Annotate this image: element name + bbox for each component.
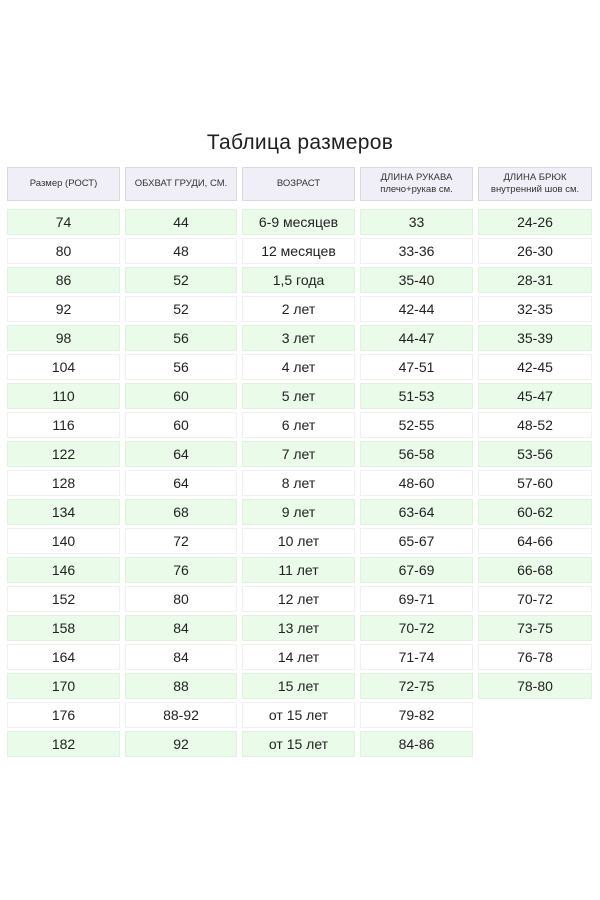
page-title: Таблица размеров: [206, 131, 394, 154]
cell-sleeve: 69-71: [360, 586, 473, 612]
cell-chest: 52: [125, 296, 237, 322]
cell-age: 7 лет: [242, 441, 355, 467]
header-sleeve-label: ДЛИНА РУКАВА: [380, 172, 453, 183]
cell-chest: 52: [125, 267, 237, 293]
cell-chest: 92: [125, 731, 237, 757]
cell-sleeve: 65-67: [360, 528, 473, 554]
cell-sleeve: 33-36: [360, 238, 473, 264]
cell-age: 3 лет: [242, 325, 355, 351]
cell-sleeve: 51-53: [360, 383, 473, 409]
cell-size: 80: [7, 238, 120, 264]
cell-trousers: 24-26: [478, 209, 592, 235]
cell-chest: 60: [125, 412, 237, 438]
header-age: [242, 167, 355, 201]
cell-size: 140: [7, 528, 120, 554]
cell-trousers: 64-66: [478, 528, 592, 554]
cell-size: 98: [7, 325, 120, 351]
cell-trousers: 66-68: [478, 557, 592, 583]
cell-trousers: 57-60: [478, 470, 592, 496]
cell-sleeve: 79-82: [360, 702, 473, 728]
header-trousers-label: ДЛИНА БРЮК: [503, 172, 567, 183]
cell-sleeve: 56-58: [360, 441, 473, 467]
cell-size: 92: [7, 296, 120, 322]
cell-trousers: 45-47: [478, 383, 592, 409]
cell-age: 11 лет: [242, 557, 355, 583]
cell-size: 158: [7, 615, 120, 641]
cell-sleeve: 52-55: [360, 412, 473, 438]
header-chest: [125, 167, 237, 201]
cell-chest: 56: [125, 325, 237, 351]
cell-age: 4 лет: [242, 354, 355, 380]
cell-size: 182: [7, 731, 120, 757]
cell-sleeve: 44-47: [360, 325, 473, 351]
cell-sleeve: 72-75: [360, 673, 473, 699]
cell-age: 15 лет: [242, 673, 355, 699]
cell-size: 146: [7, 557, 120, 583]
cell-chest: 80: [125, 586, 237, 612]
cell-size: 164: [7, 644, 120, 670]
cell-trousers: 76-78: [478, 644, 592, 670]
cell-chest: 88: [125, 673, 237, 699]
cell-age: 12 месяцев: [242, 238, 355, 264]
cell-sleeve: 35-40: [360, 267, 473, 293]
header-size-label: Размер (РОСТ): [29, 178, 98, 189]
cell-trousers: 60-62: [478, 499, 592, 525]
cell-sleeve: 33: [360, 209, 473, 235]
cell-chest: 88-92: [125, 702, 237, 728]
cell-age: 6 лет: [242, 412, 355, 438]
header-trousers: [478, 167, 592, 201]
cell-age: 2 лет: [242, 296, 355, 322]
cell-size: 104: [7, 354, 120, 380]
cell-age: 10 лет: [242, 528, 355, 554]
cell-chest: 48: [125, 238, 237, 264]
cell-trousers: 53-56: [478, 441, 592, 467]
cell-chest: 44: [125, 209, 237, 235]
cell-age: 8 лет: [242, 470, 355, 496]
cell-trousers: 26-30: [478, 238, 592, 264]
cell-size: 134: [7, 499, 120, 525]
cell-trousers: 32-35: [478, 296, 592, 322]
cell-chest: 76: [125, 557, 237, 583]
cell-size: 152: [7, 586, 120, 612]
cell-sleeve: 67-69: [360, 557, 473, 583]
cell-sleeve: 47-51: [360, 354, 473, 380]
cell-trousers: 78-80: [478, 673, 592, 699]
cell-age: 5 лет: [242, 383, 355, 409]
cell-age: 14 лет: [242, 644, 355, 670]
cell-age: 12 лет: [242, 586, 355, 612]
cell-size: 176: [7, 702, 120, 728]
cell-size: 170: [7, 673, 120, 699]
cell-sleeve: 48-60: [360, 470, 473, 496]
table-header: [0, 167, 600, 201]
cell-trousers: 35-39: [478, 325, 592, 351]
header-sleeve-sublabel: плечо+рукав см.: [380, 184, 453, 195]
cell-chest: 56: [125, 354, 237, 380]
cell-chest: 72: [125, 528, 237, 554]
cell-chest: 64: [125, 470, 237, 496]
cell-sleeve: 70-72: [360, 615, 473, 641]
cell-size: 86: [7, 267, 120, 293]
cell-age: 9 лет: [242, 499, 355, 525]
cell-sleeve: 71-74: [360, 644, 473, 670]
cell-sleeve: 42-44: [360, 296, 473, 322]
header-sleeve: [360, 167, 473, 201]
cell-chest: 64: [125, 441, 237, 467]
cell-size: 116: [7, 412, 120, 438]
cell-size: 110: [7, 383, 120, 409]
cell-age: 1,5 года: [242, 267, 355, 293]
cell-age: 13 лет: [242, 615, 355, 641]
cell-age: 6-9 месяцев: [242, 209, 355, 235]
cell-trousers: 28-31: [478, 267, 592, 293]
cell-sleeve: 84-86: [360, 731, 473, 757]
header-age-label: ВОЗРАСТ: [276, 178, 321, 189]
cell-trousers: 48-52: [478, 412, 592, 438]
cell-sleeve: 63-64: [360, 499, 473, 525]
cell-chest: 60: [125, 383, 237, 409]
cell-age: от 15 лет: [242, 702, 355, 728]
cell-age: от 15 лет: [242, 731, 355, 757]
cell-trousers: 73-75: [478, 615, 592, 641]
header-chest-label: ОБХВАТ ГРУДИ, СМ.: [134, 178, 228, 189]
cell-chest: 84: [125, 644, 237, 670]
cell-size: 122: [7, 441, 120, 467]
header-size: [7, 167, 120, 201]
cell-chest: 84: [125, 615, 237, 641]
header-trousers-sublabel: внутренний шов см.: [490, 184, 580, 195]
cell-trousers: 42-45: [478, 354, 592, 380]
cell-size: 74: [7, 209, 120, 235]
cell-trousers: 70-72: [478, 586, 592, 612]
cell-size: 128: [7, 470, 120, 496]
cell-chest: 68: [125, 499, 237, 525]
